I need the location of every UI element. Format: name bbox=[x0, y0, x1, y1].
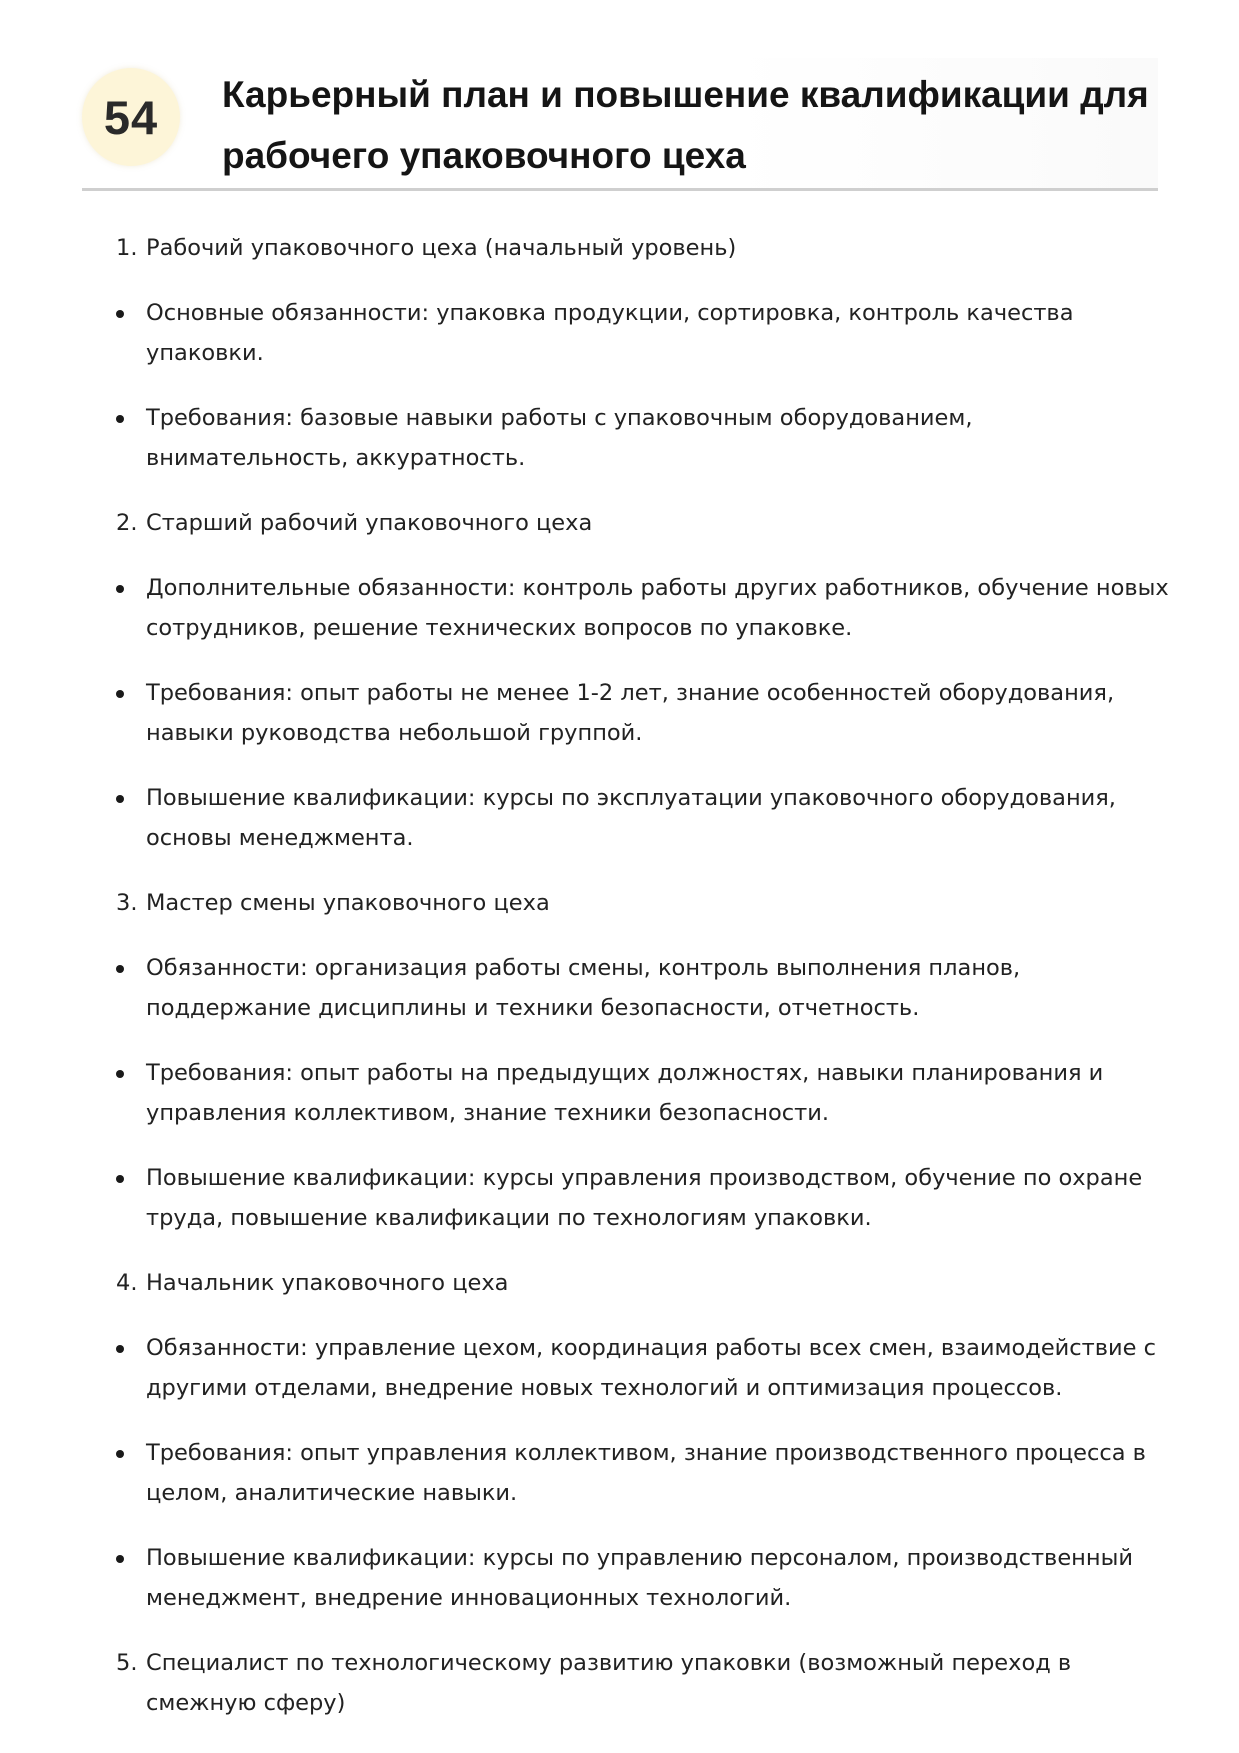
list-item-text: Требования: опыт управления коллективом, знание производственного процесса в целом, аналитические навыки. bbox=[146, 1440, 1146, 1506]
list-item bbox=[0, 503, 1176, 543]
list-item bbox=[0, 673, 1176, 753]
list-number: 2. bbox=[116, 510, 138, 536]
bullet-icon bbox=[116, 795, 124, 803]
bullet-icon bbox=[116, 585, 124, 593]
list-item-text: Повышение квалификации: курсы управления производством, обучение по охране труда, повышение квалификации по технологиям упаковки. bbox=[146, 1165, 1143, 1231]
list-item-text: Начальник упаковочного цеха bbox=[146, 1270, 509, 1296]
list-number: 4. bbox=[116, 1270, 138, 1296]
list-item bbox=[0, 883, 1176, 923]
list-item bbox=[0, 1053, 1176, 1133]
list-item-text: Повышение квалификации: курсы по управлению персоналом, производственный менеджмент, внедрение инновационных технологий. bbox=[146, 1545, 1133, 1611]
list-item-text: Обязанности: управление цехом, координация работы всех смен, взаимодействие с другими отделами, внедрение новых технологий и оптимизация процессов. bbox=[146, 1335, 1157, 1401]
list-item bbox=[0, 228, 1176, 268]
list-item bbox=[0, 1328, 1176, 1408]
bullet-icon bbox=[116, 1450, 124, 1458]
list-item-text: Требования: опыт работы на предыдущих должностях, навыки планирования и управления коллективом, знание техники безопасности. bbox=[146, 1060, 1104, 1126]
list-number: 3. bbox=[116, 890, 138, 916]
list-item-text: Требования: опыт работы не менее 1-2 лет, знание особенностей оборудования, навыки руководства небольшой группой. bbox=[146, 680, 1115, 746]
career-plan-list bbox=[0, 228, 1239, 1723]
bullet-icon bbox=[116, 1345, 124, 1353]
page-title: Карьерный план и повышение квалификации для рабочего упаковочного цеха bbox=[222, 74, 1149, 176]
list-item bbox=[0, 568, 1176, 648]
list-item-text: Повышение квалификации: курсы по эксплуатации упаковочного оборудования, основы менеджмента. bbox=[146, 785, 1116, 851]
list-item bbox=[0, 293, 1176, 373]
list-item bbox=[0, 1158, 1176, 1238]
list-item bbox=[0, 1643, 1176, 1723]
list-item-text: Рабочий упаковочного цеха (начальный уровень) bbox=[146, 235, 737, 261]
list-item bbox=[0, 1263, 1176, 1303]
bullet-icon bbox=[116, 310, 124, 318]
list-item bbox=[0, 778, 1176, 858]
bullet-icon bbox=[116, 1555, 124, 1563]
bullet-icon bbox=[116, 1175, 124, 1183]
list-item-text: Требования: базовые навыки работы с упаковочным оборудованием, внимательность, аккуратность. bbox=[146, 405, 973, 471]
list-item-text: Мастер смены упаковочного цеха bbox=[146, 890, 550, 916]
list-item-text: Специалист по технологическому развитию упаковки (возможный переход в смежную сферу) bbox=[146, 1650, 1072, 1716]
list-item-text: Основные обязанности: упаковка продукции, сортировка, контроль качества упаковки. bbox=[146, 300, 1074, 366]
list-item bbox=[0, 1433, 1176, 1513]
page-header bbox=[82, 58, 1158, 191]
list-item bbox=[0, 398, 1176, 478]
page-number-badge bbox=[82, 68, 180, 166]
list-item-text: Обязанности: организация работы смены, контроль выполнения планов, поддержание дисциплины и техники безопасности, отчетность. bbox=[146, 955, 1021, 1021]
page-number: 54 bbox=[103, 90, 159, 144]
list-number: 1. bbox=[116, 235, 138, 261]
list-item-text: Дополнительные обязанности: контроль работы других работников, обучение новых сотрудников, решение технических вопросов по упаковке. bbox=[146, 575, 1169, 641]
list-item bbox=[0, 948, 1176, 1028]
bullet-icon bbox=[116, 690, 124, 698]
bullet-icon bbox=[116, 415, 124, 423]
list-item bbox=[0, 1538, 1176, 1618]
bullet-icon bbox=[116, 1070, 124, 1078]
bullet-icon bbox=[116, 965, 124, 973]
list-number: 5. bbox=[116, 1650, 138, 1676]
list-item-text: Старший рабочий упаковочного цеха bbox=[146, 510, 593, 536]
